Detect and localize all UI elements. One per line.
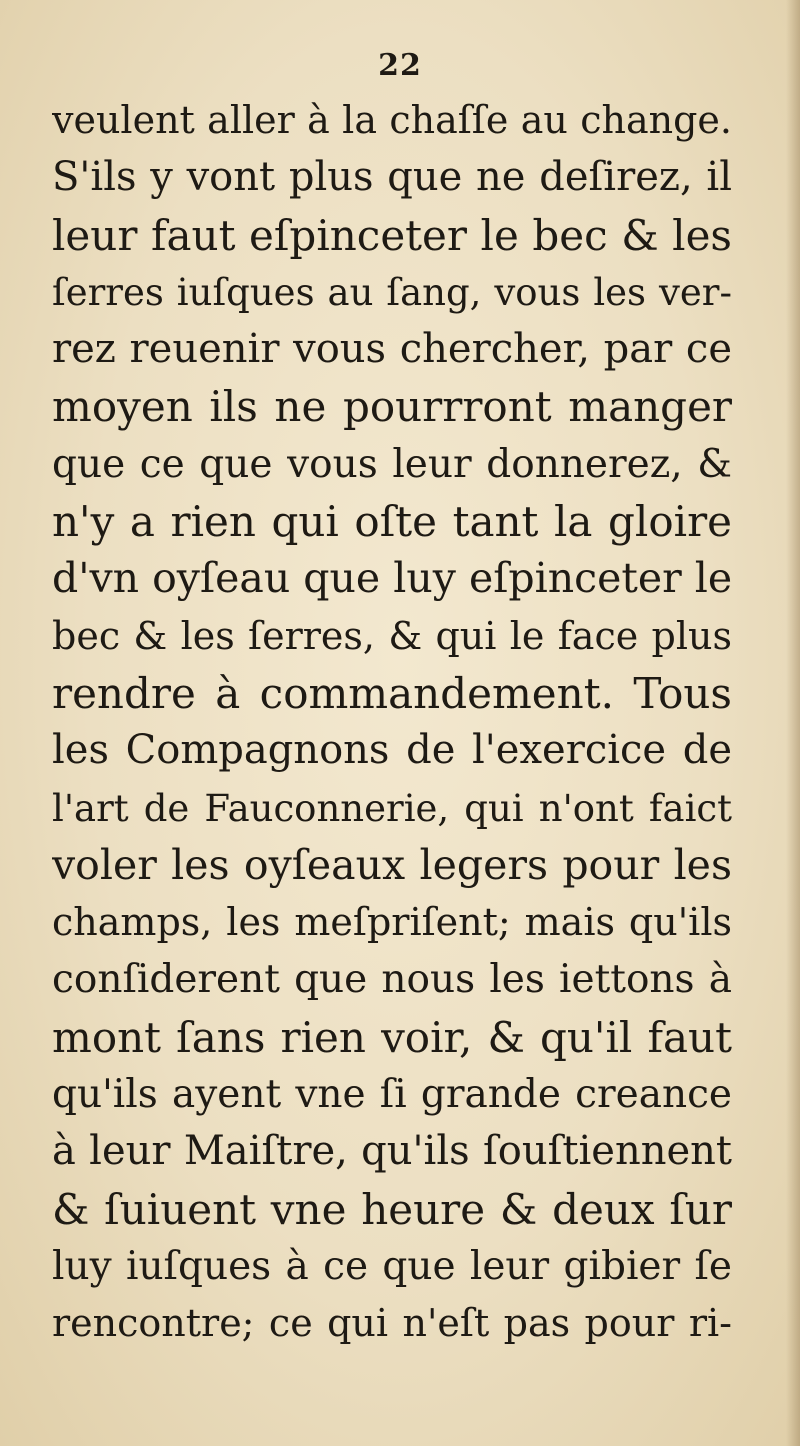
text-line: conſiderent que nous les iettons à — [52, 957, 732, 1003]
text-line: à leur Maiſtre, qu'ils ſouſtiennent — [52, 1128, 732, 1175]
text-line: rencontre; ce qui n'eſt pas pour ri- — [52, 1301, 732, 1346]
text-line: rendre à commandement. Tous — [52, 668, 732, 718]
text-line: d'vn oyſeau que luy eſpinceter le — [52, 554, 732, 603]
text-line: mont ſans rien voir, & qu'il faut — [52, 1012, 732, 1062]
text-line: ſerres iuſques au ſang, vous les ver- — [52, 270, 732, 314]
text-line: veulent aller à la chaſſe au change. — [52, 98, 732, 142]
page-number: 22 — [378, 48, 422, 83]
text-line: rez reuenir vous chercher, par ce — [52, 326, 732, 373]
text-line: voler les oyſeaux legers pour les — [52, 840, 732, 889]
page-edge-shadow — [786, 0, 800, 1446]
text-line: luy iuſques à ce que leur gibier ſe — [52, 1243, 732, 1289]
body-text — [52, 92, 732, 1353]
text-line: qu'ils ayent vne ſi grande creance — [52, 1072, 732, 1118]
text-line: les Compagnons de l'exercice de — [52, 727, 732, 774]
text-line: moyen ils ne pourrront manger — [52, 382, 732, 432]
text-line: l'art de Fauconnerie, qui n'ont faict — [52, 786, 732, 830]
text-line: n'y a rien qui oſte tant la gloire — [52, 497, 732, 547]
text-line: & ſuiuent vne heure & deux ſur — [52, 1184, 732, 1234]
text-line: leur faut eſpinceter le bec & les — [52, 210, 732, 260]
text-line: bec & les ſerres, & qui le face plus — [52, 613, 732, 658]
text-line: S'ils y vont plus que ne deſirez, il — [52, 154, 732, 201]
text-line: champs, les meſpriſent; mais qu'ils — [52, 900, 732, 945]
text-line: que ce que vous leur donnerez, & — [52, 441, 732, 487]
